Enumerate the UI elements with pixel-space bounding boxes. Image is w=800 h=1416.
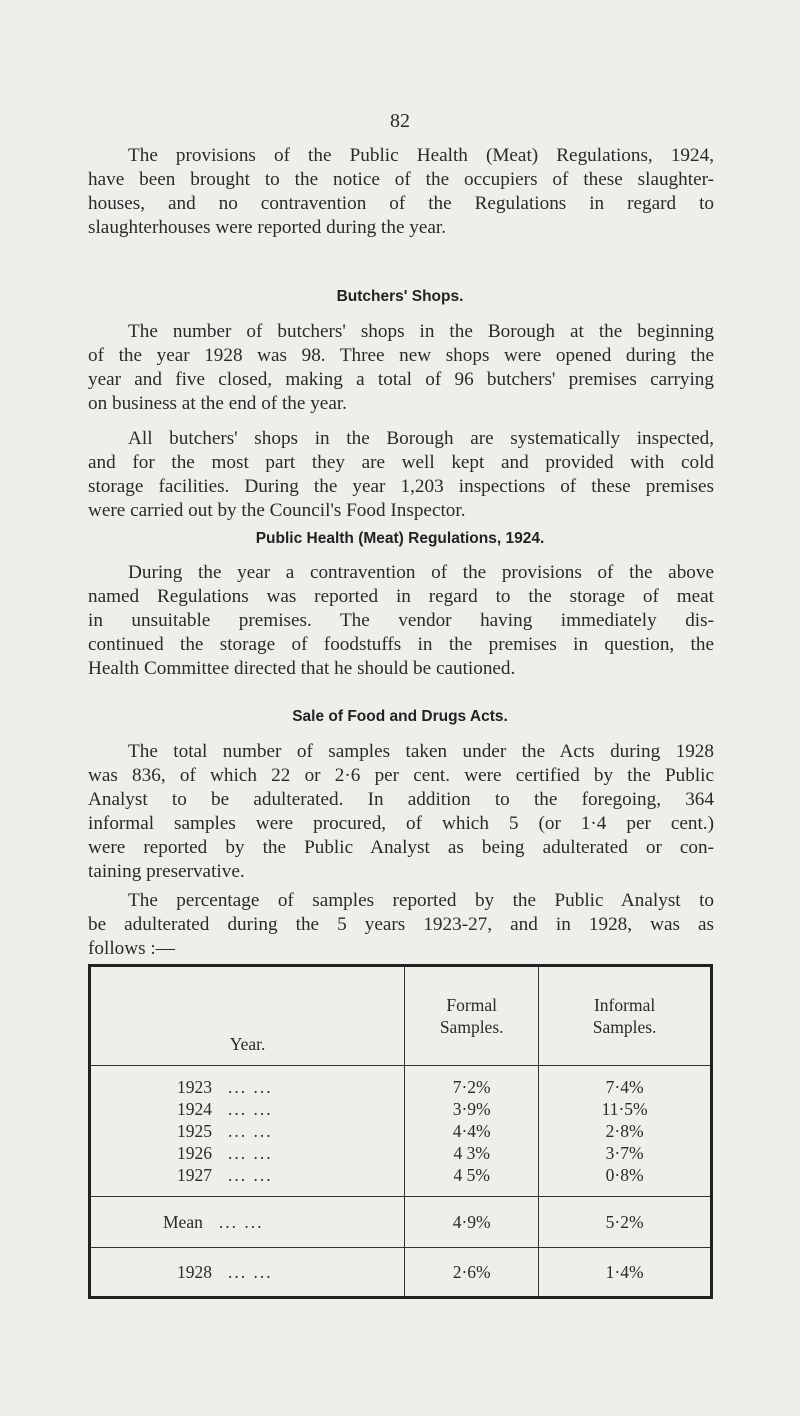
text-line: named Regulations was reported in regard to the storage of meat [88, 586, 714, 607]
section-heading-food-drugs: Sale of Food and Drugs Acts. [292, 708, 508, 725]
table-row [90, 1164, 712, 1197]
row-formal: 7·2% [405, 1066, 539, 1099]
meat-regulations-paragraph [88, 561, 714, 681]
food-drugs-paragraph-1 [88, 740, 714, 884]
text-line: were carried out by the Council's Food Inspector. [88, 500, 466, 521]
table-row [90, 1142, 712, 1164]
header-informal-line1: Informal [593, 995, 656, 1015]
header-formal-line2: Samples. [439, 1017, 504, 1037]
header-informal [539, 966, 712, 1066]
text-line: storage facilities. During the year 1,203 inspections of these premises [88, 476, 714, 497]
row-informal: 1·4% [539, 1248, 712, 1298]
food-drugs-paragraph-2 [88, 889, 714, 961]
adulteration-table [88, 964, 713, 1299]
text-line: Health Committee directed that he should be cautioned. [88, 658, 516, 679]
leader-dots: ... ... [228, 1261, 273, 1282]
text-line: informal samples were procured, of which 5 (or 1·4 per cent.) [88, 813, 714, 834]
leader-dots: ... ... [228, 1098, 273, 1119]
row-formal: 4·4% [405, 1120, 539, 1142]
leader-dots: ... ... [228, 1142, 273, 1163]
row-year: 1926 [177, 1142, 212, 1163]
row-informal: 5·2% [539, 1197, 712, 1248]
header-year: Year. [229, 1034, 266, 1054]
butchers-paragraph-2 [88, 427, 714, 523]
text-line: were reported by the Public Analyst as being adulterated or con- [88, 837, 714, 858]
table-row [90, 1066, 712, 1099]
text-line: Analyst to be adulterated. In addition to the foregoing, 364 [88, 789, 714, 810]
page-number: 82 [390, 110, 410, 132]
text-line: The number of butchers' shops in the Borough at the beginning [128, 321, 714, 342]
text-line: on business at the end of the year. [88, 393, 347, 414]
table-header-row [90, 966, 712, 1066]
table-row-current-year [90, 1248, 712, 1298]
text-line: be adulterated during the 5 years 1923-27, and in 1928, was as [88, 914, 714, 935]
text-line: All butchers' shops in the Borough are systematically inspected, [128, 428, 714, 449]
leader-dots: ... ... [218, 1211, 264, 1232]
leader-dots: ... ... [228, 1164, 273, 1185]
row-informal: 7·4% [539, 1066, 712, 1099]
text-line: continued the storage of foodstuffs in the premises in question, the [88, 634, 714, 655]
row-formal: 4 3% [405, 1142, 539, 1164]
row-year: 1923 [177, 1076, 212, 1097]
text-line: During the year a contravention of the provisions of the above [128, 562, 714, 583]
text-line: in unsuitable premises. The vendor having immediately dis- [88, 610, 714, 631]
table-row [90, 1120, 712, 1142]
header-formal [405, 966, 539, 1066]
table-row [90, 1098, 712, 1120]
row-year: 1924 [177, 1098, 212, 1119]
text-line: year and five closed, making a total of 96 butchers' premises carrying [88, 369, 714, 390]
section-heading-meat-regulations: Public Health (Meat) Regulations, 1924. [255, 530, 545, 547]
table-row-mean [90, 1197, 712, 1248]
row-informal: 2·8% [539, 1120, 712, 1142]
row-year: 1927 [177, 1164, 212, 1185]
row-informal: 0·8% [539, 1164, 712, 1197]
text-line: The provisions of the Public Health (Meat) Regulations, 1924, [128, 145, 714, 166]
text-line: and for the most part they are well kept and provided with cold [88, 452, 714, 473]
leader-dots: ... ... [228, 1120, 273, 1141]
row-year: Mean [163, 1211, 203, 1232]
text-line: houses, and no contravention of the Regulations in regard to [88, 193, 714, 214]
row-formal: 2·6% [405, 1248, 539, 1298]
text-line: slaughterhouses were reported during the year. [88, 217, 447, 238]
text-line: of the year 1928 was 98. Three new shops were opened during the [88, 345, 714, 366]
row-formal: 4 5% [405, 1164, 539, 1197]
text-line: taining preservative. [88, 861, 245, 882]
row-formal: 3·9% [405, 1098, 539, 1120]
row-year: 1925 [177, 1120, 212, 1141]
row-year: 1928 [177, 1261, 212, 1282]
text-line: follows :— [88, 938, 175, 959]
intro-paragraph [88, 144, 714, 240]
header-formal-line1: Formal [446, 995, 497, 1015]
row-formal: 4·9% [405, 1197, 539, 1248]
text-line: was 836, of which 22 or 2·6 per cent. were certified by the Public [88, 765, 714, 786]
text-line: The percentage of samples reported by the Public Analyst to [128, 890, 714, 911]
header-informal-line2: Samples. [592, 1017, 657, 1037]
leader-dots: ... ... [228, 1076, 273, 1097]
row-informal: 3·7% [539, 1142, 712, 1164]
butchers-paragraph-1 [88, 320, 714, 416]
section-heading-butchers: Butchers' Shops. [336, 288, 464, 305]
text-line: The total number of samples taken under the Acts during 1928 [128, 741, 714, 762]
row-informal: 11·5% [539, 1098, 712, 1120]
text-line: have been brought to the notice of the occupiers of these slaughter- [88, 169, 714, 190]
